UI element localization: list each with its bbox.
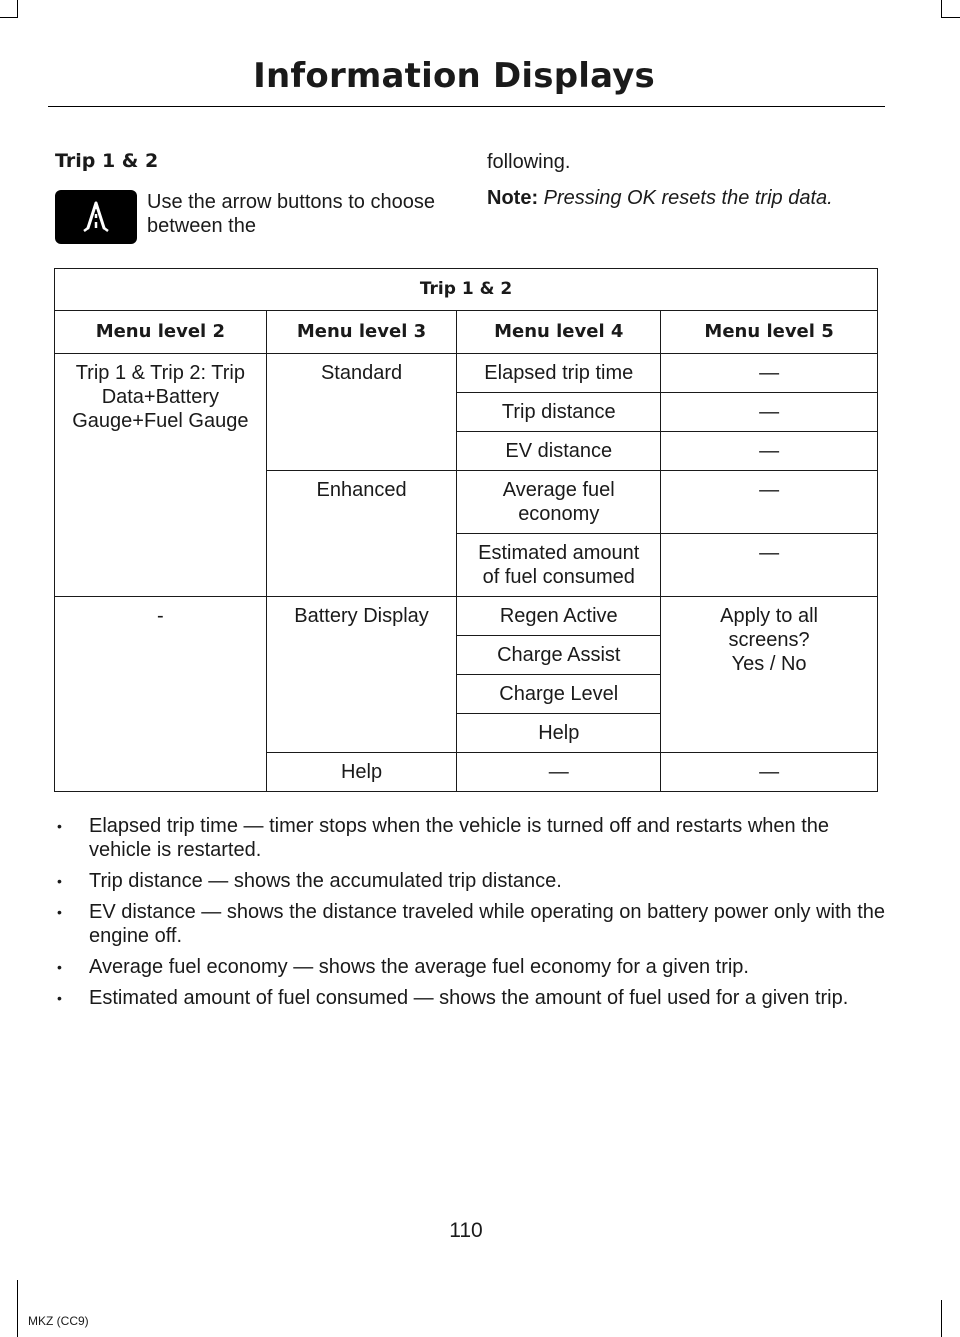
page-number: 110 [449,1219,483,1242]
table-cell: — [457,753,661,792]
table-cell: Charge Level [457,675,661,714]
table-cell: Help [457,714,661,753]
crop-mark [0,17,18,18]
table-cell: Help [266,753,457,792]
list-item: • Average fuel economy — shows the average fuel economy for a given trip. [57,955,887,979]
trip-road-icon [55,190,137,244]
table-cell [661,597,878,753]
table-cell: — [661,432,878,471]
column-header: Menu level 2 [55,311,267,354]
column-header: Menu level 4 [457,311,661,354]
apply-prompt: Apply to all screens? [720,605,818,651]
list-item: • Trip distance — shows the accumulated trip distance. [57,869,887,893]
table-cell: Average fuel economy [457,471,661,534]
apply-options: Yes / No [731,653,807,675]
document-code: MKZ (CC9) [28,1314,89,1328]
table-cell: Enhanced [266,471,457,597]
intro-continuation [487,150,897,222]
table-cell: — [661,534,878,597]
section-title: Trip 1 & 2 [55,150,159,172]
page-title: Information Displays [253,56,655,96]
table-cell: Estimated amount of fuel consumed [457,534,661,597]
note [487,186,897,210]
column-header: Menu level 3 [266,311,457,354]
crop-mark [17,1280,18,1337]
trip-menu-table [54,268,878,792]
table-cell: Battery Display [266,597,457,753]
table-cell: Regen Active [457,597,661,636]
table-cell: — [661,753,878,792]
definition-list [57,814,887,1017]
note-text: Pressing OK resets the trip data. [538,187,833,209]
table-cell: EV distance [457,432,661,471]
crop-mark [942,17,960,18]
table-header-row [55,311,878,354]
table-caption: Trip 1 & 2 [55,269,878,311]
table-cell: Standard [266,354,457,471]
header-divider [48,106,885,107]
intro-text: Use the arrow buttons to choose between the [147,191,435,237]
table-cell: Charge Assist [457,636,661,675]
table-row [55,597,878,636]
table-cell: Trip 1 & Trip 2: Trip Data+Battery Gauge+Fuel Gauge [55,354,267,597]
column-header: Menu level 5 [661,311,878,354]
note-label: Note: [487,187,539,209]
list-item: • EV distance — shows the distance traveled while operating on battery power only with the engine off. [57,900,887,948]
list-item: • Estimated amount of fuel consumed — shows the amount of fuel used for a given trip. [57,986,887,1010]
crop-mark [941,0,942,18]
list-item: • Elapsed trip time — timer stops when the vehicle is turned off and restarts when the vehicle is restarted. [57,814,887,862]
table-cell: — [661,471,878,534]
table-row [55,354,878,393]
table-cell: — [661,354,878,393]
crop-mark [941,1300,942,1337]
table-cell: — [661,393,878,432]
table-cell: - [55,597,267,792]
table-cell: Trip distance [457,393,661,432]
continuation-text: following. [487,151,571,173]
table-cell: Elapsed trip time [457,354,661,393]
crop-mark [17,0,18,18]
